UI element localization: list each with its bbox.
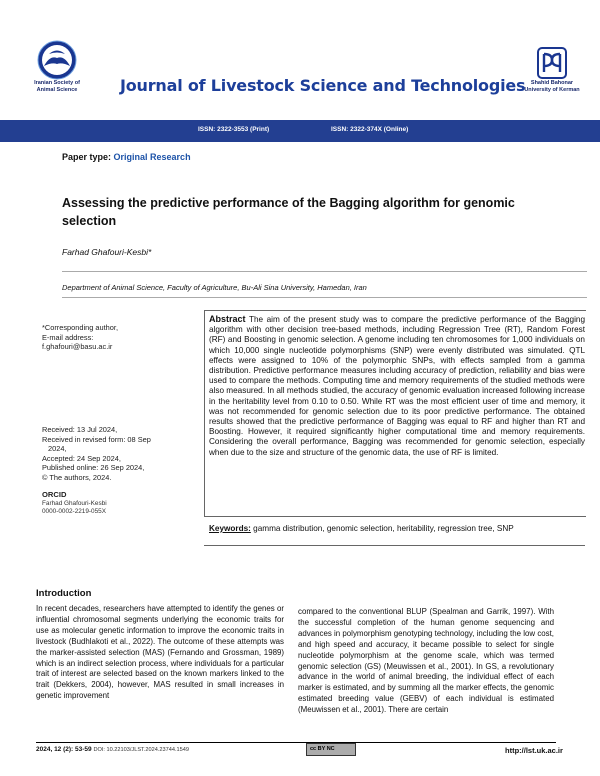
- keywords-heading: Keywords:: [209, 524, 251, 533]
- article-title: Assessing the predictive performance of the Bagging algorithm for genomic selection: [62, 196, 515, 228]
- affiliation-divider-top: [62, 271, 587, 272]
- university-emblem-icon: [535, 46, 569, 80]
- orcid-id: 0000-0002-2219-055X: [42, 508, 106, 515]
- journal-url-link[interactable]: http://lst.uk.ac.ir: [505, 746, 563, 755]
- society-logo-caption-line2: Animal Science: [36, 87, 78, 93]
- affiliation-divider-bottom: [62, 297, 587, 298]
- university-logo: [514, 46, 590, 94]
- abstract: [209, 314, 585, 458]
- keywords: [209, 524, 585, 534]
- cc-license-label: cc BY NC: [310, 745, 335, 752]
- keywords-list: gamma distribution, genomic selection, heritability, regression tree, SNP: [253, 524, 514, 533]
- email-label: E-mail address:: [42, 332, 94, 342]
- corresponding-email: f.ghafouri@basu.ac.ir: [42, 342, 113, 351]
- article-history: [42, 425, 192, 482]
- accepted-date: Accepted: 24 Sep 2024,: [42, 453, 121, 463]
- cc-license-icon[interactable]: [306, 743, 356, 756]
- abstract-body: The aim of the present study was to compare the predictive performance of the Bagging algorithm with other decision tree-based methods, including Regression Tree (RT), Random Forest (RF) and Boosting in genomic selection. A genome including ten chromosomes for 1,000 individuals on which 10,000 single nucleotide polymorphisms (SNP) were evenly distributed was simulated. QTL effects were assigned to 10% of the polymorphic SNPs, with effects sampled from a gamma distribution. Predictive performance measures including accuracy of prediction, reliability and bias were used to compare the methods. Computing time and memory requirements of the studied methods were also measured. In all methods studied, the accuracy of genomic evaluation increased following increase in the heritability level from 0.10 to 0.50. While RT was the most efficient user of time and memory, it was not recommended for genomic selection due to its poor predictive performance. The obtained results showed that the predictive performance of Bagging was equal to RF and higher than RT and Boosting. However, it required significantly higher computational time and memory requirements. Considering the overall performance, Bagging was recommended for genomic selection, especially when due to the size and structure of the genomic data, the use of RF is limited.: [209, 315, 585, 457]
- citation-volume: 2024, 12 (2): 53-59: [36, 746, 92, 753]
- introduction-column-right: compared to the conventional BLUP (Spealman and Garrik, 1997). With the successful completion of the human genome sequencing and advances in polymorphism genotyping technology, including the low cost, and high speed and accuracy, it became possible to select for single nucleotide polymorphism at the genome scale, which was termed genomic selection (GS) (Meuwissen et al., 2001). In GS, a revolutionary advance in the world of animal breeding, the individual effect of each marker is estimated, and by summing all the marker effects, the genomic estimated breeding value (GEBV) of each individual is estimated (Meuwissen et al., 2001). There are certain: [298, 607, 554, 715]
- issn-print: ISSN: 2322-3553 (Print): [198, 126, 270, 133]
- paper-type: [62, 152, 191, 162]
- footer-divider: [36, 742, 556, 743]
- received-date: Received: 13 Jul 2024,: [42, 425, 118, 434]
- abstract-heading: Abstract: [209, 314, 246, 324]
- corresponding-label: *Corresponding author,: [42, 323, 119, 332]
- footer-citation: [36, 746, 189, 753]
- issn-online: ISSN: 2322-374X (Online): [331, 126, 409, 133]
- orcid-name: Farhad Ghafouri-Kesbi: [42, 499, 107, 507]
- keywords-divider: [204, 545, 585, 546]
- issn-bar: [0, 120, 600, 142]
- author: Farhad Ghafouri-Kesbi*: [62, 247, 152, 257]
- orcid: [42, 490, 192, 517]
- corresponding-author: [42, 323, 192, 352]
- introduction-column-left: In recent decades, researchers have attempted to identify the genes or influential chromosomal segments underlying the economic traits for use as molecular genetic information to improve the economic traits in livestock (Budhlakoti et al., 2022). The outcome of these attempts was the marker-assisted selection (MAS) (Fernando and Grossman, 1989) which is an indirect selection process, where individuals for a particular trait of interest are selected based on the known markers linked to the trait (Dekkers, 2004), however, MAS resulted in small increases in genetic improvement: [36, 604, 284, 701]
- paper-type-label: Paper type:: [62, 152, 114, 162]
- journal-title: Journal of Livestock Science and Technologies: [120, 76, 526, 95]
- affiliation: Department of Animal Science, Faculty of Agriculture, Bu-Ali Sina University, Hamedan, Iran: [62, 283, 367, 292]
- introduction-heading: Introduction: [36, 588, 92, 599]
- university-logo-caption-line2: University of Kerman: [524, 87, 580, 93]
- society-logo: [22, 40, 92, 94]
- doi-link[interactable]: DOI: 10.22103/JLST.2024.23744.1549: [93, 747, 189, 753]
- society-emblem-icon: [35, 40, 79, 80]
- university-logo-caption-line1: Shahid Bahonar: [530, 80, 574, 86]
- society-logo-caption-line1: Iranian Society of: [34, 80, 80, 86]
- orcid-heading: ORCID: [42, 490, 67, 499]
- revised-date-year: 2024,: [48, 444, 67, 453]
- paper-type-value: Original Research: [113, 152, 191, 162]
- published-date: Published online: 26 Sep 2024,: [42, 463, 145, 472]
- revised-date: Received in revised form: 08 Sep: [42, 434, 151, 444]
- copyright: © The authors, 2024.: [42, 472, 112, 482]
